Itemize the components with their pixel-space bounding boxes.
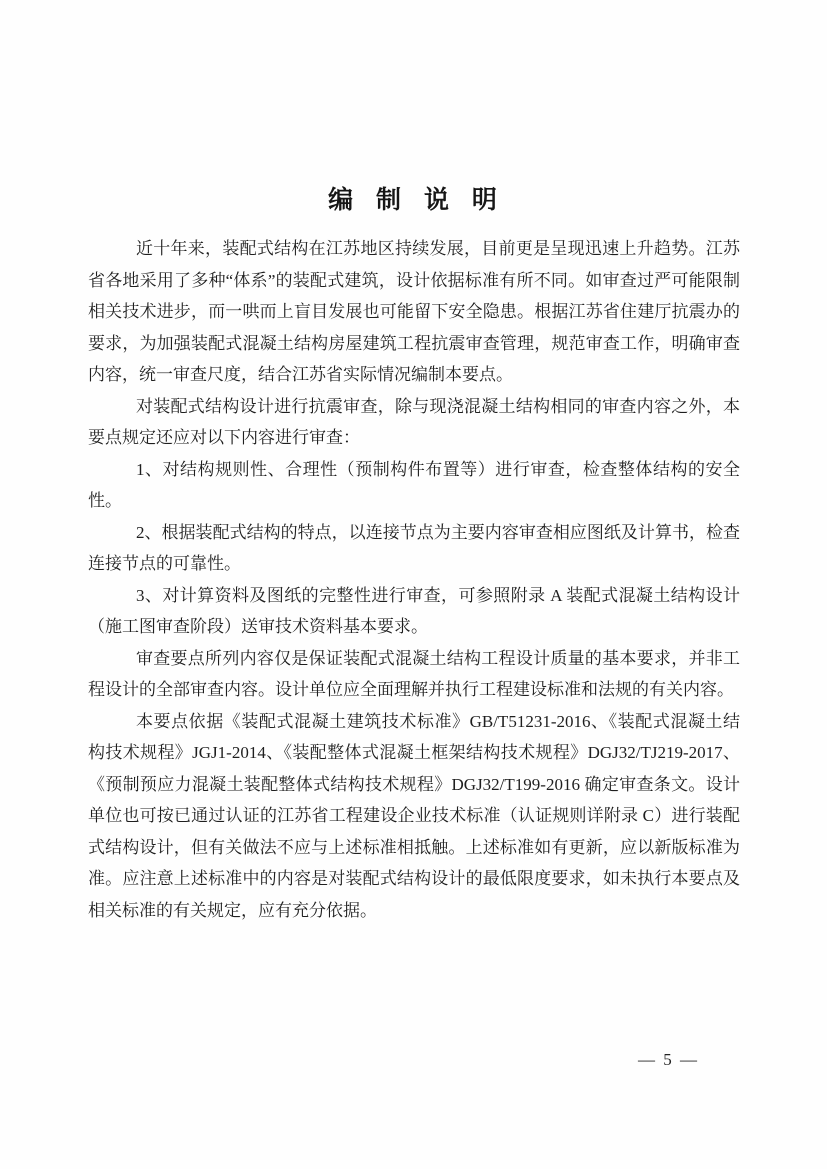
list-item-2: 2、根据装配式结构的特点，以连接节点为主要内容审查相应图纸及计算书，检查连接节点的可靠性。 [88, 522, 740, 573]
list-item-3: 3、对计算资料及图纸的完整性进行审查，可参照附录 A 装配式混凝土结构设计（施工图审查阶段）送审技术资料基本要求。 [88, 585, 740, 636]
page-title: 编 制 说 明 [328, 186, 500, 214]
document-body [88, 233, 740, 926]
page-number: — 5 — [638, 1050, 699, 1069]
paragraph-basic-requirements: 审查要点所列内容仅是保证装配式混凝土结构工程设计质量的基本要求，并非工程设计的全部审查内容。设计单位应全面理解并执行工程建设标准和法规的有关内容。 [88, 648, 740, 699]
list-item-1: 1、对结构规则性、合理性（预制构件布置等）进行审查，检查整体结构的安全性。 [88, 459, 740, 510]
paragraph-intro: 近十年来，装配式结构在江苏地区持续发展，目前更是呈现迅速上升趋势。江苏省各地采用了多种“体系”的装配式建筑，设计依据标准有所不同。如审查过严可能限制相关技术进步，而一哄而上盲目发展也可能留下安全隐患。根据江苏省住建厅抗震办的要求，为加强装配式混凝土结构房屋建筑工程抗震审查管理，规范审查工作，明确审查内容，统一审查尺度，结合江苏省实际情况编制本要点。 [88, 239, 740, 384]
paragraph-review-scope: 对装配式结构设计进行抗震审查，除与现浇混凝土结构相同的审查内容之外，本要点规定还应对以下内容进行审查： [88, 396, 740, 447]
paragraph-standards-basis: 本要点依据《装配式混凝土建筑技术标准》GB/T51231-2016、《装配式混凝土结构技术规程》JGJ1-2014、《装配整体式混凝土框架结构技术规程》DGJ32/TJ219-2017、《预制预应力混凝土装配整体式结构技术规程》DGJ32/T199-2016 确定审查条文。设计单位也可按已通过认证的江苏省工程建设企业技术标准（认证规则详附录 C）进行装配式结构设计，但有关做法不应与上述标准相抵触。上述标准如有更新，应以新版标准为准。应注意上述标准中的内容是对装配式结构设计的最低限度要求，如未执行本要点及相关标准的有关规定，应有充分依据。 [88, 711, 740, 920]
